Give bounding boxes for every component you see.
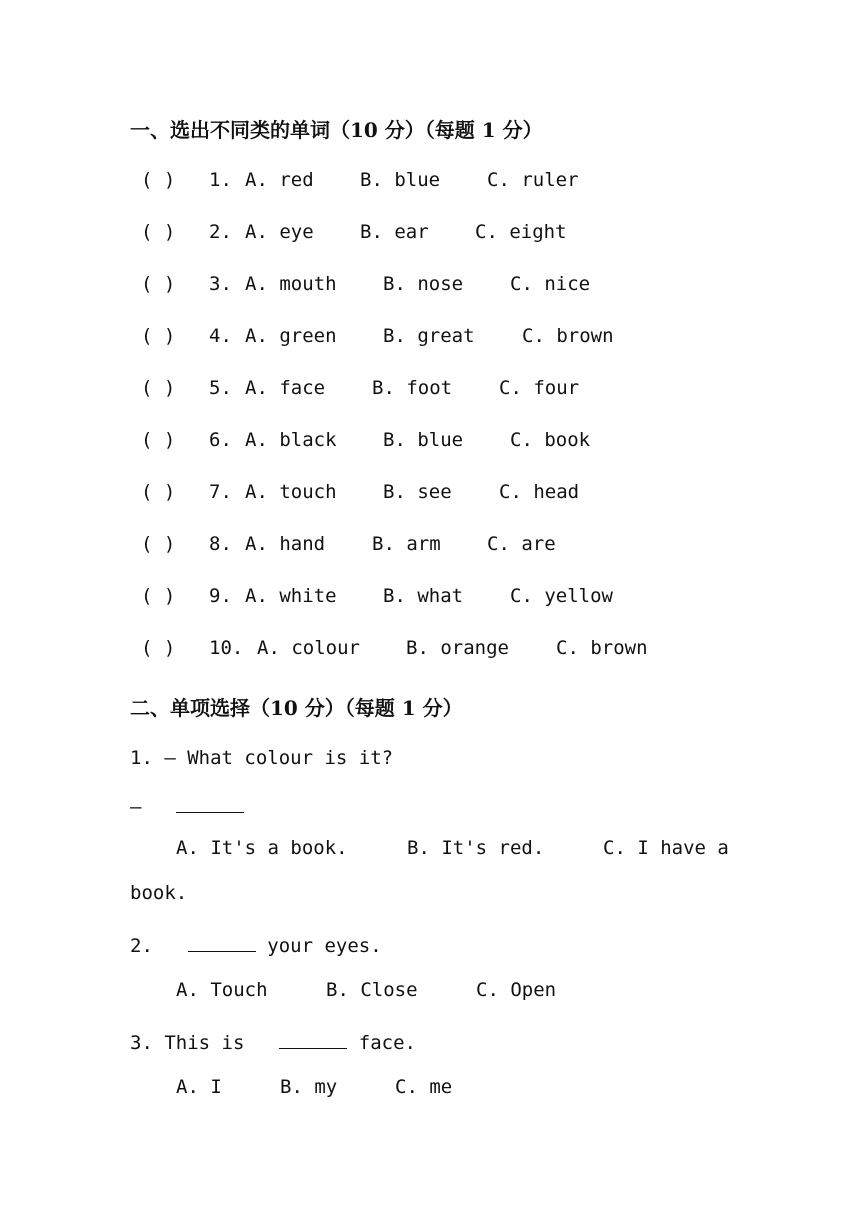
option-c: C. are [487,533,556,555]
answer-blank [279,1028,347,1049]
option-b: B. blue [360,169,441,191]
item-number: 3. [209,273,232,295]
question-tail: face. [358,1032,416,1054]
option-c: C. ruler [487,169,579,191]
option-c: C. yellow [510,585,613,607]
mc-q1-option-c-cont: book. [130,882,188,904]
item-number: 1. [209,169,232,191]
question-tail: your eyes. [267,935,382,957]
option-a: A. eye [245,221,314,243]
option-a: A. green [245,325,337,347]
option-b: B. what [383,585,464,607]
mc-q2-option-c: C. Open [476,979,557,1001]
option-c: C. brown [556,637,648,659]
mc-q2-option-b: B. Close [326,979,418,1001]
option-a: A. face [245,377,326,399]
item-number: 6. [209,429,232,451]
item-number: 5. [209,377,232,399]
answer-paren: ( ) [141,481,176,503]
item-number: 2. [209,221,232,243]
item-number: 10. [209,637,244,659]
option-b: B. blue [383,429,464,451]
mc-q3-option-c: C. me [395,1076,453,1098]
mc-q3-option-b: B. my [280,1076,338,1098]
item-number: 9. [209,585,232,607]
option-b: B. great [383,325,475,347]
option-b: B. nose [383,273,464,295]
option-b: B. ear [360,221,429,243]
answer-paren: ( ) [141,533,176,555]
mc-q1-option-a: A. It's a book. [176,837,348,859]
option-b: B. foot [372,377,453,399]
option-b: B. see [383,481,452,503]
option-c: C. eight [475,221,567,243]
section2-title: 二、单项选择（10 分）（每题 1 分） [130,696,463,720]
answer-blank [188,931,256,952]
option-c: C. book [510,429,591,451]
option-c: C. brown [522,325,614,347]
item-number: 4. [209,325,232,347]
mc-q1-answer-line [130,792,244,821]
question-head: 3. This is [130,1032,245,1054]
section1-title: 一、选出不同类的单词（10 分）（每题 1 分） [130,118,543,142]
option-a: A. black [245,429,337,451]
option-a: A. colour [257,637,360,659]
mc-q3-option-a: A. I [176,1076,222,1098]
option-b: B. arm [372,533,441,555]
answer-paren: ( ) [141,273,176,295]
option-a: A. touch [245,481,337,503]
option-a: A. mouth [245,273,337,295]
item-number: 8. [209,533,232,555]
answer-paren: ( ) [141,377,176,399]
mc-q2-option-a: A. Touch [176,979,268,1001]
item-number: 7. [209,481,232,503]
mc-q1-option-c: C. I have a [603,837,729,859]
answer-paren: ( ) [141,221,176,243]
option-c: C. four [499,377,580,399]
answer-blank [176,792,244,813]
option-c: C. head [499,481,580,503]
mc-q1-option-b: B. It's red. [407,837,545,859]
answer-dash: — [130,796,142,818]
answer-paren: ( ) [141,637,176,659]
mc-q2-stem [130,931,382,960]
answer-paren: ( ) [141,325,176,347]
option-c: C. nice [510,273,591,295]
option-a: A. white [245,585,337,607]
option-a: A. red [245,169,314,191]
option-b: B. orange [406,637,509,659]
option-a: A. hand [245,533,326,555]
answer-paren: ( ) [141,429,176,451]
question-number: 2. [130,935,153,957]
mc-q1-stem: 1. — What colour is it? [130,747,394,769]
answer-paren: ( ) [141,585,176,607]
mc-q3-stem [130,1028,416,1057]
answer-paren: ( ) [141,169,176,191]
